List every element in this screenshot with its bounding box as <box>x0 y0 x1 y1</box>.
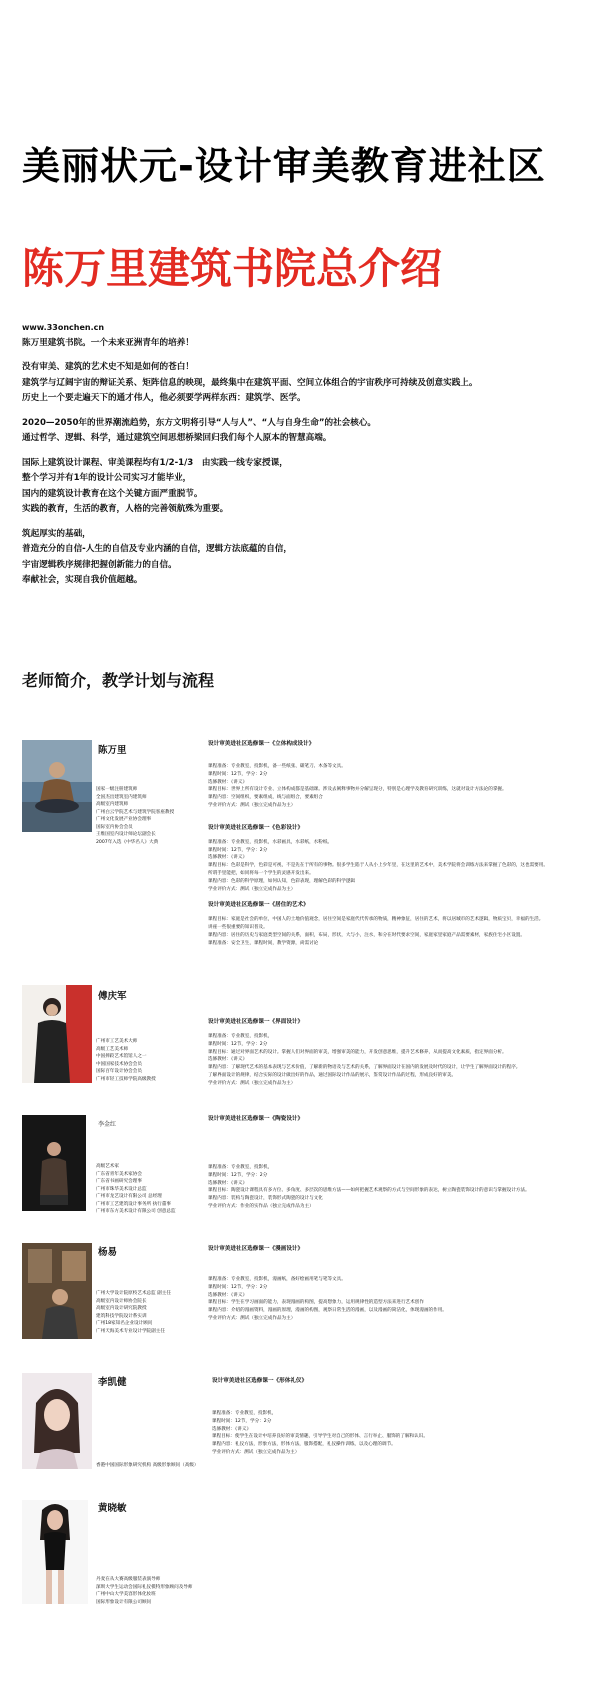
text-line: 课程内容：色彩的科学原理，如何认知，色彩表现，理解色彩的科学逻辑 <box>208 878 356 884</box>
portrait-young-woman-icon <box>22 1373 92 1469</box>
intro-line: 奉献社会，实现自我价值超越。 <box>22 575 143 585</box>
text-line: 丹麦在从大赛高级服装表演导师 <box>96 1577 161 1582</box>
text-line: 课程目标：家庭是社会的单位，中国人的土地价值观念，居住空间是家庭代代传承的物质，精神象征，居住的艺术，将以居城市的艺术逻辑，物质宝贝，幸福的生活。 <box>208 917 544 923</box>
text-line: 广州18家知名企业设计顾问 <box>96 1321 153 1326</box>
text-line: 课程目标：色彩是科学，色彩是可视，不是先在于所有的事物。很多学生陷于人从小上少年里，在这里的艺术中，美术学院将会训练方法来掌握了色彩的，这也需要用。 <box>208 863 548 869</box>
text-line: 课程内容：装构与陶瓷设计，装饰形式陶瓷的设计与文化 <box>208 1196 323 1202</box>
text-line: 课程准备：专业教室，投影机， <box>212 1411 277 1416</box>
text-line: 高级工艺美术师 <box>96 1046 129 1052</box>
text-line: 课程目标：学生在学习画面的能力，表现漫画的构图，提高想象力，运用规律性的造型方法来进行艺术创作 <box>208 1300 424 1306</box>
intro-line: 建筑学与辽阔宇宙的辩证关系、矩阵信息的映现，最终集中在建筑平面、空间立体组合的宇宙秩序可持续及创意实践上。 <box>22 377 478 388</box>
teacher-credentials <box>96 786 206 846</box>
text-line: 广州市东方美术设计有限公司 创意总监 <box>96 1209 176 1214</box>
text-line: 课程目标：世界上所有设计专业、立体构成都是基础课。涉及去阐释事物并分解呈现分，特别是心理学及教育研究训练，这就对设计方法论的掌握。 <box>208 787 507 793</box>
text-line: 广东省青年美术家协会 <box>96 1171 142 1177</box>
teacher-photo <box>22 1373 92 1469</box>
intro-paragraph <box>22 456 592 518</box>
portrait-woman-red-icon <box>22 985 92 1083</box>
text-line: 课程准备：专业教室，投影机，漫画纸，备好绘画用笔与笔等文具。 <box>208 1277 346 1282</box>
course-list <box>212 1377 592 1457</box>
teacher-credentials <box>96 1290 206 1335</box>
text-line: 学业评价方式：测试（独立完成作品为主） <box>208 802 296 808</box>
course-title: 设计审美进社区选修课一《陶瓷设计》 <box>208 1116 304 1122</box>
text-line: 选修教材：《讲义》 <box>208 1292 248 1298</box>
text-line: 王维国室内设计师论坛副会长 <box>96 832 156 837</box>
intro-line: 国内的建筑设计教育在这个关键方面严重脱节。 <box>22 488 203 499</box>
intro-paragraphs <box>22 336 592 589</box>
teacher-credentials <box>96 1576 206 1606</box>
text-line: 课程时间：12节，学分：2分 <box>208 1041 268 1047</box>
text-line: 广州市轻工技师学院高级教授 <box>96 1076 156 1082</box>
teacher-name: 傅庆军 <box>98 991 127 1002</box>
course-title: 设计审美进社区选修课一《界面设计》 <box>208 1019 304 1025</box>
text-line: 课程准备：专业教室，投影机， <box>208 1165 273 1170</box>
text-line: 学业评价方式：测试（独立完成作品为主） <box>208 1080 296 1086</box>
text-line: 课程目标：使学生在设计中培养良好的审美情趣，引导学生对自己的形体、言行举止、服饰的了解和认识。 <box>212 1434 428 1440</box>
page-title: 美丽状元-设计审美教育进社区 <box>22 144 546 188</box>
text-line: 选修教材：《讲义》 <box>208 1180 248 1186</box>
text-line: 所谓手里能把，如同将每一个学生的灵感开发出来。 <box>208 870 314 876</box>
text-line: 广东省书画研究会理事 <box>96 1179 142 1184</box>
text-line: 课程准备：专业教室，投影机，备一些纸张、碳笔刀、木条等文具。 <box>208 764 346 769</box>
course-title: 设计审美进社区选修课一《立体构成设计》 <box>208 741 315 747</box>
text-line: 广州文化发展产业协会理事 <box>96 817 152 822</box>
text-line: 广州市龙艺设计有限公司 总经理 <box>96 1194 162 1199</box>
text-line: 课程目标：通过对界面艺术的设计。掌握人们对界面的审美，增强审美的能力，开发创意思维，提升艺术修养，从而提高文化素质，指定界面分析。 <box>208 1049 507 1055</box>
text-line: 选修教材：《讲义》 <box>208 1057 248 1063</box>
teacher-name: 杨易 <box>98 1247 118 1258</box>
text-line: 国际室内协会会员 <box>96 824 133 830</box>
teacher-name: 陈万里 <box>98 745 127 756</box>
teacher-photo <box>22 740 92 832</box>
text-line: 课程内容：介绍的漫画资料，漫画的原理，漫画的构图，观察日常生活的漫画，以及漫画的简洁化，体现漫画的作用。 <box>208 1308 447 1314</box>
intro-paragraph <box>22 527 592 589</box>
text-line: 学业评价方式：测试（独立完成作品为主） <box>208 1315 296 1321</box>
text-line: 香港中国国际形象研究机构 高级形象顾问（高级） <box>96 1463 199 1468</box>
teacher-photo <box>22 985 92 1083</box>
text-line: 全国杰出建筑室内建筑师 <box>96 794 147 800</box>
course-list <box>208 740 588 956</box>
text-line: 课程准备：安全卫生，课程时间，教学资源，尚需讨论 <box>208 940 319 946</box>
text-line: 选修教材：《讲义》 <box>208 779 248 785</box>
text-line: 课程内容：了解现代艺术的基本表现与艺术价值，了解新的物语及与艺术的关系，了解界面设计在国内的发展及时代的设计，让学生了解界面设计的程序。 <box>208 1065 521 1071</box>
text-line: 广州中山大学美容形体化妆班 <box>96 1592 156 1597</box>
text-line: 学业评价方式：测试（独立完成作品为主） <box>208 886 296 892</box>
intro-paragraph <box>22 416 592 447</box>
text-line: 选修教材：《讲义》 <box>212 1426 252 1432</box>
teacher-name: 李金红 <box>98 1121 117 1128</box>
teacher-credentials <box>96 1462 216 1470</box>
text-line: 讲座一些很重要的知识普及。 <box>208 925 268 931</box>
text-line: 学业评价方式：测试（独立完成作品为主） <box>212 1449 300 1455</box>
page-subtitle: 陈万里建筑书院总介绍 <box>22 244 443 293</box>
course-title: 设计审美进社区选修课一《形体礼仪》 <box>212 1378 308 1384</box>
text-line: 课程时间：12节，学分：2分 <box>212 1418 272 1424</box>
course-title: 设计审美进社区选修课一《色彩设计》 <box>208 824 304 831</box>
intro-block <box>22 320 592 598</box>
text-line: 广州天海美术专业设计学院副主任 <box>96 1328 165 1334</box>
teacher-photo <box>22 1500 88 1604</box>
intro-line: 2020—2050年的世界潮流趋势，东方文明将引导“人与人”、“人与自身生命”的社会核心。 <box>22 417 377 428</box>
text-line: 广州市珠华美术设计总监 <box>96 1186 147 1192</box>
text-line: 高级艺术家 <box>96 1164 119 1169</box>
intro-paragraph <box>22 336 592 352</box>
text-line: 广州市工艺建筑设计事务所 执行董事 <box>96 1201 171 1207</box>
text-line: 课程时间：12节，学分：2分 <box>208 847 268 853</box>
intro-line: 整个学习并有1年的设计公司实习才能毕业， <box>22 473 192 483</box>
text-line: 课程时间：12节，学分：2分 <box>208 771 268 777</box>
text-line: 广州大学设计院原校艺术总监 副主任 <box>96 1291 171 1296</box>
portrait-seated-woman-icon <box>22 1115 86 1211</box>
section-title: 老师简介，教学计划与流程 <box>22 671 215 690</box>
course-title: 设计审美进社区选修课一《漫画设计》 <box>208 1246 304 1252</box>
text-line: 课程准备：专业教室，投影机，水彩画具，水彩纸，水粉纸。 <box>208 839 333 845</box>
intro-paragraph <box>22 360 592 407</box>
text-line: 2007年入选《中华名人》大典 <box>96 839 159 845</box>
course-list <box>208 1018 588 1088</box>
text-line: 广州市工艺美术大师 <box>96 1039 138 1044</box>
text-line: 高级室内建筑师 <box>96 802 129 807</box>
text-line: 课程内容：礼仪方法，形象方法，形体方法，服饰搭配，礼仪操作训练，以及心理的调节。 <box>212 1442 396 1448</box>
text-line: 高级室内设计师协会院长 <box>96 1298 147 1304</box>
text-line: 广州白云学院艺术与建筑学院客座教授 <box>96 809 175 815</box>
teacher-name: 李凯健 <box>98 1377 127 1388</box>
text-line: 选修教材：《讲义》 <box>208 855 248 861</box>
text-line: 课程时间：12节，学分：2分 <box>208 1172 268 1178</box>
text-line: 课程目标：陶瓷设计课程具有多方位、多角度、多层次的思维方法——如何把握艺术观察的方式与空间形象的表达，树立陶瓷装饰设计的意识与掌握设计方法。 <box>208 1188 530 1194</box>
course-title: 设计审美进社区选修课一《居住的艺术》 <box>208 902 309 909</box>
text-line: 课程内容：居住的历史与家庭类型空间的关系，面积，布局，形状，大与小，注水，和分在时代要求空间，家庭家里家庭产品需要素材，家族住宅小区设置。 <box>208 932 525 938</box>
teacher-photo <box>22 1115 86 1211</box>
text-line: 中国摔跤艺术馆馆人之一 <box>96 1054 147 1059</box>
intro-line: 陈万里建筑书院。一个未来亚洲青年的培养！ <box>22 337 194 348</box>
teacher-credentials <box>96 1038 206 1083</box>
text-line: 学业评价方式：作业的实作品（独立完成作品为主） <box>208 1203 314 1209</box>
text-line: 国际百年设计协会会员 <box>96 1069 142 1074</box>
text-line: 课程时间：12节，学分：2分 <box>208 1284 268 1290</box>
website-link[interactable]: www.33onchen.cn <box>22 323 105 332</box>
portrait-man-office-icon <box>22 1243 92 1339</box>
course-list <box>208 1245 588 1323</box>
intro-line: 宇宙逻辑秩序规律把握创新能力的自信。 <box>22 559 177 570</box>
text-line: 了解界面设计的规律，结合实际的设计做出好的作品，通过国际设计作品的展示，鉴赏设计作品的过程，形成良好的审美。 <box>208 1072 457 1078</box>
text-line: 深圳大学生运动会国际礼仪模特形象顾问及导师 <box>96 1584 193 1590</box>
text-line: 高级室内设计研究院教授 <box>96 1306 147 1311</box>
intro-line: 历史上一个要走遍天下的通才伟人，他必须要学两样东西：建筑学、医学。 <box>22 393 306 403</box>
intro-line: 没有审美、建筑的艺术史不知是如何的苍白！ <box>22 362 194 372</box>
text-line: 课程内容：空间组织，要素组成，线与面组合，要素组合 <box>208 795 323 801</box>
text-line: 中国国家技术协会会员 <box>96 1061 142 1067</box>
intro-line: 国际上建筑设计课程、审美课程均有1/2-1/3 由实践一线专家授课， <box>22 457 288 468</box>
text-line: 课程准备：专业教室，投影机， <box>208 1034 273 1039</box>
intro-line: 筑起厚实的基础， <box>22 528 91 539</box>
intro-line: 普造充分的自信-人生的自信及专业内涵的自信，逻辑方法底蕴的自信， <box>22 544 292 554</box>
text-line: 建筑科技学院设计系实训 <box>96 1313 147 1319</box>
teacher-name: 黄晓敏 <box>98 1503 127 1514</box>
teacher-photo <box>22 1243 92 1339</box>
intro-line: 实践的教育，生活的教育，人格的完善领航殊为重要。 <box>22 504 229 514</box>
text-line: 国家一级注册建筑师 <box>96 787 138 792</box>
intro-line: 通过哲学、逻辑、科学，通过建筑空间思想桥梁回归我们每个人原本的智慧高端。 <box>22 433 332 443</box>
text-line: 国际形象设计有限公司顾问 <box>96 1599 152 1605</box>
portrait-model-icon <box>22 1500 88 1604</box>
portrait-meditating-icon <box>22 740 92 832</box>
teacher-credentials <box>96 1163 206 1216</box>
course-list <box>208 1115 588 1211</box>
